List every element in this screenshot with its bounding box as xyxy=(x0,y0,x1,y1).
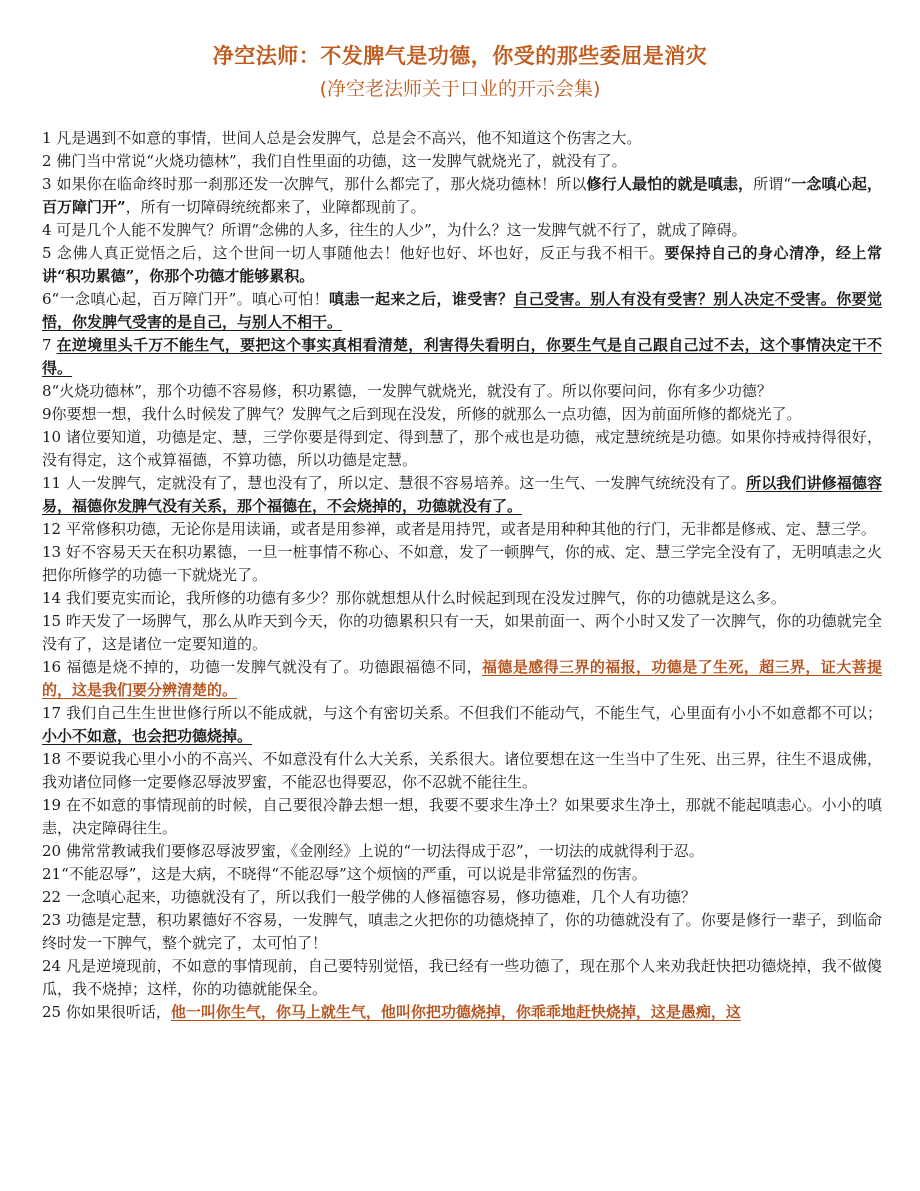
paragraph-segment: 11 人一发脾气，定就没有了，慧也没有了，所以定、慧很不容易培养。这一生气、一发脾气统统没有了。 xyxy=(42,474,747,492)
paragraph-segment: 9你要想一想，我什么时候发了脾气？发脾气之后到现在没发，所修的就那么一点功德，因为前面所修的都烧光了。 xyxy=(42,405,802,423)
paragraph-p15 xyxy=(42,610,882,656)
paragraph-segment: 6“一念嗔心起，百万障门开”。嗔心可怕！ xyxy=(42,290,329,308)
paragraph-p3 xyxy=(42,173,882,219)
paragraph-p4 xyxy=(42,219,882,242)
paragraph-segment: 24 凡是逆境现前，不如意的事情现前，自己要特别觉悟，我已经有一些功德了，现在那个人来劝我赶快把功德烧掉，我不做傻瓜，我不烧掉；这样，你的功德就能保全。 xyxy=(42,957,882,998)
paragraph-p25 xyxy=(42,1001,882,1024)
paragraph-p21 xyxy=(42,863,882,886)
document-title: 净空法师：不发脾气是功德，你受的那些委屈是消灾 xyxy=(212,44,708,68)
paragraph-segment: 他一叫你生气，你马上就生气，他叫你把功德烧掉，你乖乖地赶快烧掉，这是愚痴，这 xyxy=(170,1003,741,1021)
paragraph-segment: 7 xyxy=(42,336,57,354)
paragraph-p9 xyxy=(42,403,882,426)
paragraph-p19 xyxy=(42,794,882,840)
paragraph-p1 xyxy=(42,127,882,150)
paragraph-segment: 4 可是几个人能不发脾气？所谓“念佛的人多，往生的人少”，为什么？这一发脾气就不行了，就成了障碍。 xyxy=(42,221,747,239)
paragraph-p12 xyxy=(42,518,882,541)
paragraph-p23 xyxy=(42,909,882,955)
paragraph-segment: 2 佛门当中常说“火烧功德林”，我们自性里面的功德，这一发脾气就烧光了，就没有了。 xyxy=(42,152,627,170)
paragraph-p22 xyxy=(42,886,882,909)
paragraph-p11 xyxy=(42,472,882,518)
paragraph-p16 xyxy=(42,656,882,702)
paragraph-segment: 5 念佛人真正觉悟之后，这个世间一切人事随他去！他好也好、坏也好，反正与我不相干。 xyxy=(42,244,665,262)
paragraph-p7 xyxy=(42,334,882,380)
paragraph-segment: 25 你如果很听话， xyxy=(42,1003,171,1021)
document-subtitle: (净空老法师关于口业的开示会集) xyxy=(319,78,601,100)
paragraph-p18 xyxy=(42,748,882,794)
paragraph-segment: 18 不要说我心里小小的不高兴、不如意没有什么大关系，关系很大。诸位要想在这一生当中了生死、出三界，往生不退成佛，我劝诸位同修一定要修忍辱波罗蜜，不能忍也得要忍，你不忍就不能往生。 xyxy=(42,750,882,791)
paragraph-segment: 小小不如意，也会把功德烧掉。 xyxy=(42,727,253,745)
paragraph-segment: 14 我们要克实而论，我所修的功德有多少？那你就想想从什么时候起到现在没发过脾气，你的功德就是这么多。 xyxy=(42,589,786,607)
paragraph-p10 xyxy=(42,426,882,472)
paragraph-segment: 16 福德是烧不掉的，功德一发脾气就没有了。功德跟福德不同， xyxy=(42,658,483,676)
paragraph-segment: 23 功德是定慧，积功累德好不容易，一发脾气，嗔恚之火把你的功德烧掉了，你的功德就没有了。你要是修行一辈子，到临命终时发一下脾气，整个就完了，太可怕了！ xyxy=(42,911,882,952)
paragraph-segment: 福德是感得三界的福报，功德是了生死，超三界，证大菩提的，这是我们要分辨清楚的。 xyxy=(42,658,882,699)
paragraph-segment: 12 平常修积功德，无论你是用读诵，或者是用参禅，或者是用持咒，或者是用种种其他的行门，无非都是修戒、定、慧三学。 xyxy=(42,520,876,538)
paragraph-segment: ，所有一切障碍统统都来了，业障都现前了。 xyxy=(125,198,426,216)
paragraph-segment: 自己受害。别人有没有受害？别人决定不受害。你要觉悟，你发脾气受害的是自己，与别人不相干。 xyxy=(42,290,882,331)
paragraph-segment: 在逆境里头千万不能生气，要把这个事实真相看清楚，利害得失看明白，你要生气是自己跟自己过不去，这个事情决定干不得。 xyxy=(42,336,882,377)
paragraph-segment: 嗔恚一起来之后，谁受害？ xyxy=(328,290,514,308)
paragraph-segment: 20 佛常常教诫我们要修忍辱波罗蜜，《金刚经》上说的“一切法得成于忍”，一切法的成就得利于忍。 xyxy=(42,842,704,860)
paragraph-segment: 22 一念嗔心起来，功德就没有了，所以我们一般学佛的人修福德容易，修功德难，几个人有功德？ xyxy=(42,888,696,906)
paragraph-p20 xyxy=(42,840,882,863)
paragraph-segment: 所以我们讲修福德容易，福德你发脾气没有关系，那个福德在，不会烧掉的，功德就没有了。 xyxy=(42,474,882,515)
paragraph-segment: 所谓“ xyxy=(753,175,792,193)
paragraph-segment: 一念嗔心起，百万障门开” xyxy=(42,175,882,216)
paragraph-segment: 3 如果你在临命终时那一刹那还发一次脾气，那什么都完了，那火烧功德林！所以 xyxy=(42,175,587,193)
paragraph-p24 xyxy=(42,955,882,1001)
paragraph-segment: 1 凡是遇到不如意的事情，世间人总是会发脾气，总是会不高兴，他不知道这个伤害之大。 xyxy=(42,129,642,147)
paragraph-segment: 19 在不如意的事情现前的时候，自己要很冷静去想一想，我要不要求生净土？如果要求生净土，那就不能起嗔恚心。小小的嗔恚，决定障碍往生。 xyxy=(42,796,882,837)
paragraph-segment: 8“火烧功德林”，那个功德不容易修，积功累德，一发脾气就烧光，就没有了。所以你要问问，你有多少功德？ xyxy=(42,382,772,400)
paragraph-p14 xyxy=(42,587,882,610)
paragraph-p17 xyxy=(42,702,882,748)
paragraph-segment: 15 昨天发了一场脾气，那么从昨天到今天，你的功德累积只有一天，如果前面一、两个小时又发了一次脾气，你的功德就完全没有了，这是诸位一定要知道的。 xyxy=(42,612,882,653)
paragraph-segment: 要保持自己的身心清净，经上常讲“积功累德”，你那个功德才能够累积。 xyxy=(42,244,882,285)
paragraph-p6 xyxy=(42,288,882,334)
paragraph-segment: 修行人最怕的就是嗔恚， xyxy=(586,175,754,193)
paragraph-p8 xyxy=(42,380,882,403)
paragraph-p13 xyxy=(42,541,882,587)
paragraph-p2 xyxy=(42,150,882,173)
paragraph-segment: 21“不能忍辱”，这是大病，不晓得“不能忍辱”这个烦恼的严重，可以说是非常猛烈的伤害。 xyxy=(42,865,647,883)
paragraph-p5 xyxy=(42,242,882,288)
paragraph-segment: 13 好不容易天天在积功累德，一旦一桩事情不称心、不如意，发了一顿脾气，你的戒、定、慧三学完全没有了，无明嗔恚之火把你所修学的功德一下就烧光了。 xyxy=(42,543,882,584)
paragraph-segment: 17 我们自己生生世世修行所以不能成就，与这个有密切关系。不但我们不能动气，不能生气，心里面有小小不如意都不可以； xyxy=(42,704,882,722)
document-body xyxy=(42,127,882,1024)
paragraph-segment: 10 诸位要知道，功德是定、慧，三学你要是得到定、得到慧了，那个戒也是功德，戒定慧统统是功德。如果你持戒持得很好，没有得定，这个戒算福德，不算功德，所以功德是定慧。 xyxy=(42,428,882,469)
